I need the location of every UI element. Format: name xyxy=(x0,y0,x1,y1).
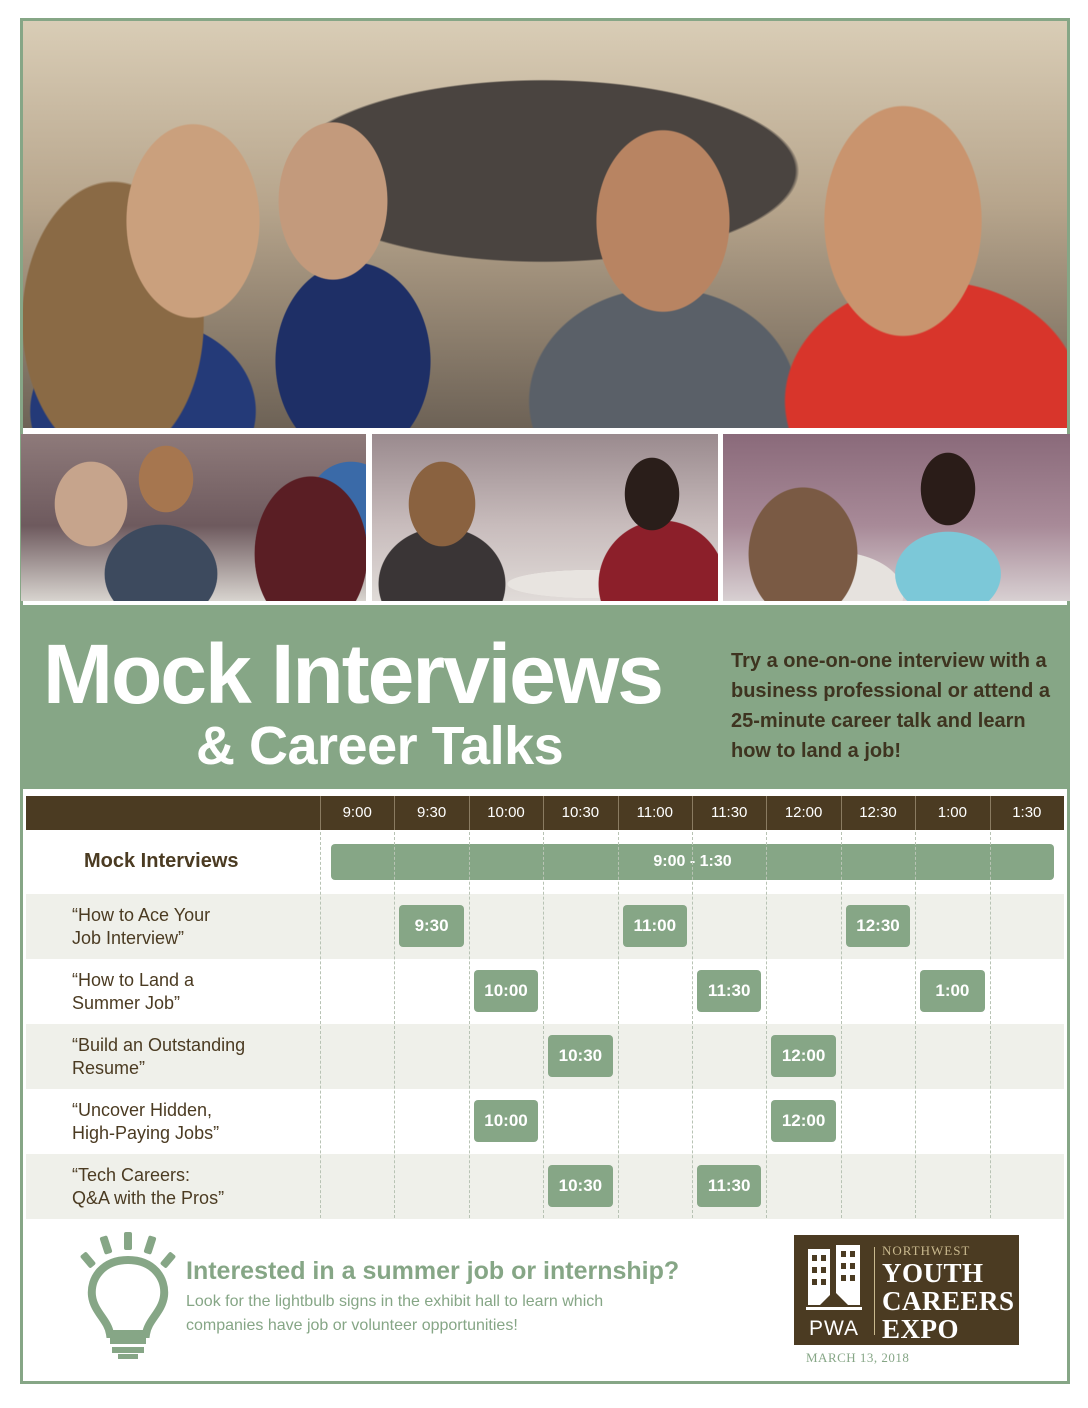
column-separator xyxy=(543,832,544,1218)
time-header-separator xyxy=(915,796,916,830)
photo-handshake xyxy=(372,434,718,601)
photo-smiling-student xyxy=(723,434,1070,601)
time-header-cell xyxy=(469,796,543,830)
session-time-pill: 10:30 xyxy=(548,1165,612,1207)
time-header-cell xyxy=(692,796,766,830)
time-header-separator xyxy=(990,796,991,830)
time-header-label: 10:00 xyxy=(487,804,525,821)
column-separator xyxy=(320,832,321,1218)
internship-question: Interested in a summer job or internship? xyxy=(186,1257,680,1285)
time-header-separator xyxy=(692,796,693,830)
time-header-separator xyxy=(469,796,470,830)
time-header-separator xyxy=(841,796,842,830)
logo-divider xyxy=(874,1247,875,1335)
event-date: MARCH 13, 2018 xyxy=(806,1350,910,1365)
time-header-label: 1:30 xyxy=(1012,804,1042,821)
column-separator xyxy=(469,832,470,1218)
internship-text: Look for the lightbulb signs in the exhibit hall to learn which companies have job or volunteer opportunities! xyxy=(186,1293,604,1334)
logo-region: NORTHWEST xyxy=(882,1243,971,1258)
time-header-cell xyxy=(394,796,468,830)
talk-row xyxy=(26,1024,1064,1089)
session-time-pill: 10:00 xyxy=(474,970,538,1012)
time-header-separator xyxy=(618,796,619,830)
mock-interview-label: Mock Interviews xyxy=(84,850,239,872)
column-separator xyxy=(394,832,395,1218)
talk-title: “Tech Careers: Q&A with the Pros” xyxy=(72,1165,225,1208)
column-separator xyxy=(766,832,767,1218)
time-header-cell xyxy=(841,796,915,830)
time-header-separator xyxy=(394,796,395,830)
column-separator xyxy=(618,832,619,1218)
lightbulb-icon xyxy=(78,1230,178,1360)
pwa-wordmark: PWA xyxy=(808,1317,860,1340)
time-header-row xyxy=(26,796,1064,830)
time-header-separator xyxy=(766,796,767,830)
column-separator xyxy=(990,832,991,1218)
column-separator xyxy=(841,832,842,1218)
mock-interview-row xyxy=(26,830,1064,894)
mock-interview-range-pill: 9:00 - 1:30 xyxy=(331,844,1054,880)
time-header-cell xyxy=(915,796,989,830)
time-header-label: 11:00 xyxy=(636,804,673,821)
talk-title: “How to Ace Your Job Interview” xyxy=(72,905,211,948)
session-time-pill: 1:00 xyxy=(920,970,984,1012)
time-header-label: 1:00 xyxy=(937,804,967,821)
intro-blurb: Try a one-on-one interview with a business professional or attend a 25-minute career talk and learn how to land a job! xyxy=(731,650,1050,762)
talk-row xyxy=(26,1089,1064,1154)
session-time-pill: 12:30 xyxy=(846,905,910,947)
talk-row xyxy=(26,959,1064,1024)
time-header-cell xyxy=(618,796,692,830)
time-header-label: 12:00 xyxy=(784,804,823,821)
talk-title: “Build an Outstanding Resume” xyxy=(72,1035,246,1078)
building-icon xyxy=(806,1245,862,1319)
time-header-cell xyxy=(543,796,617,830)
session-time-pill: 11:30 xyxy=(697,1165,761,1207)
session-time-pill: 9:30 xyxy=(399,905,463,947)
time-header-label: 9:00 xyxy=(342,804,372,821)
page-title: Mock Interviews xyxy=(43,627,662,721)
logo-line-youth: YOUTH xyxy=(882,1258,984,1288)
schedule-table xyxy=(26,796,1064,1219)
photo-student-interview xyxy=(21,434,366,601)
session-time-pill: 10:00 xyxy=(474,1100,538,1142)
session-time-pill: 11:00 xyxy=(623,905,687,947)
talk-row xyxy=(26,1154,1064,1219)
session-time-pill: 11:30 xyxy=(697,970,761,1012)
time-header-label: 10:30 xyxy=(561,804,600,821)
time-header-separator xyxy=(320,796,321,830)
time-header-label: 9:30 xyxy=(416,804,447,821)
time-header-separator xyxy=(543,796,544,830)
session-time-pill: 12:00 xyxy=(771,1100,835,1142)
column-separator xyxy=(915,832,916,1218)
time-header-label: 12:30 xyxy=(859,804,897,821)
expo-logo xyxy=(794,1235,1019,1345)
time-header-cell xyxy=(320,796,394,830)
time-header-label: 11:30 xyxy=(710,804,748,821)
time-header-cell xyxy=(766,796,840,830)
time-header-cell xyxy=(990,796,1064,830)
talk-title: “How to Land a Summer Job” xyxy=(72,970,195,1013)
session-time-pill: 12:00 xyxy=(771,1035,835,1077)
column-separator xyxy=(692,832,693,1218)
page-subtitle: & Career Talks xyxy=(196,716,564,776)
logo-line-careers: CAREERS xyxy=(882,1286,1015,1316)
hero-photo xyxy=(23,21,1067,428)
logo-line-expo: EXPO xyxy=(882,1314,960,1344)
talk-row xyxy=(26,894,1064,959)
session-time-pill: 10:30 xyxy=(548,1035,612,1077)
talk-title: “Uncover Hidden, High-Paying Jobs” xyxy=(72,1100,220,1143)
